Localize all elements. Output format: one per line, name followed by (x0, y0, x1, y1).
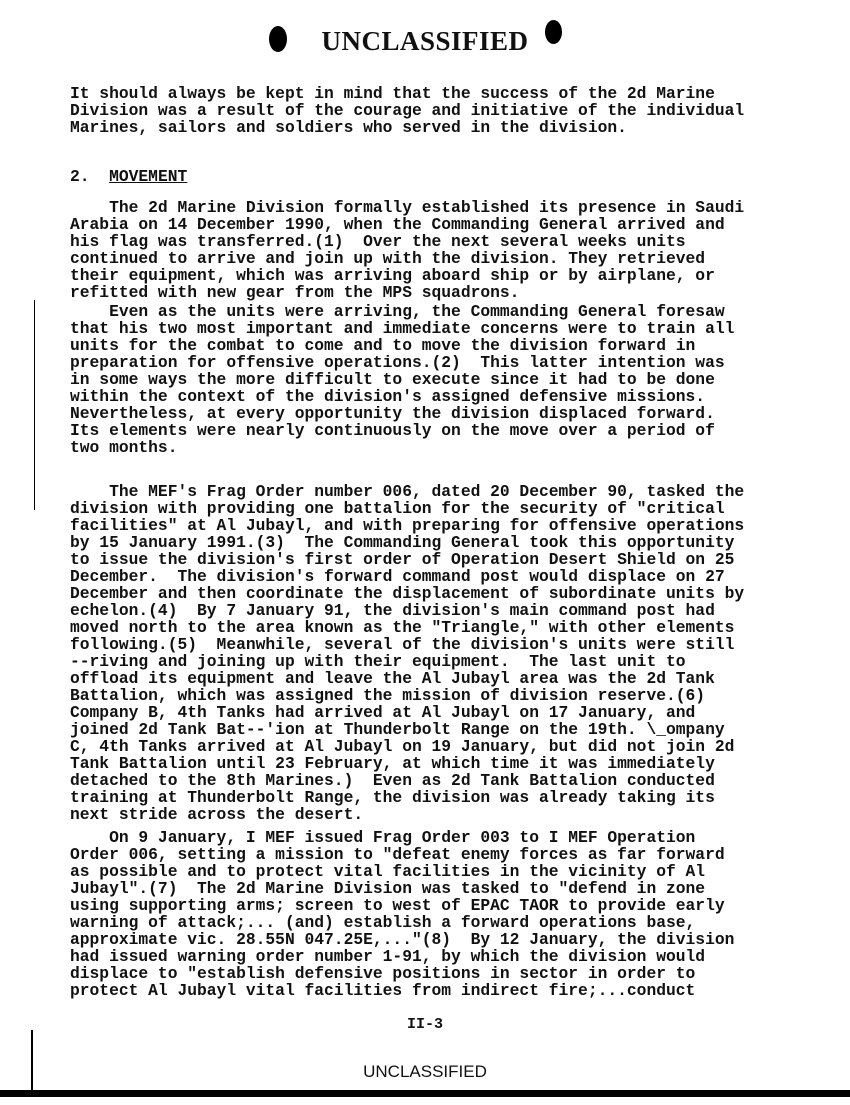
paragraph-4 (70, 829, 734, 999)
text-line: continued to arrive and join up with the division. They retrieved (70, 249, 706, 268)
text-line: displace to "establish defensive positions in sector in order to (70, 964, 696, 983)
section-number: 2. (70, 167, 90, 186)
header-classification: UNCLASSIFIED (321, 26, 529, 56)
text-line: approximate vic. 28.55N 047.25E,..."(8) By 12 January, the division (70, 930, 735, 949)
text-line: --riving and joining up with their equipment. The last unit to (70, 652, 686, 671)
text-line: Order 006, setting a mission to "defeat enemy forces as far forward (70, 845, 725, 864)
text-line: C, 4th Tanks arrived at Al Jubayl on 19 January, but did not join 2d (70, 737, 735, 756)
paragraph-2 (70, 303, 734, 456)
text-line: their equipment, which was arriving aboard ship or by airplane, or (70, 266, 715, 285)
text-line: joined 2d Tank Bat--'ion at Thunderbolt Range on the 19th. \_ompany (70, 720, 725, 739)
section-title: MOVEMENT (109, 167, 188, 186)
margin-mark (31, 1030, 33, 1092)
bottom-border (0, 1090, 850, 1097)
text-line: training at Thunderbolt Range, the division was already taking its (70, 788, 715, 807)
text-line: offload its equipment and leave the Al Jubayl area was the 2d Tank (70, 669, 715, 688)
footer-classification: UNCLASSIFIED (363, 1062, 487, 1081)
text-line: December and then coordinate the displacement of subordinate units by (70, 584, 745, 603)
text-line: facilities" at Al Jubayl, and with preparing for offensive operations (70, 516, 745, 535)
text-line: refitted with new gear from the MPS squadrons. (70, 283, 520, 302)
paragraph-1 (70, 199, 744, 301)
text-line: The 2d Marine Division formally established its presence in Saudi (70, 198, 745, 217)
text-line: Its elements were nearly continuously on the move over a period of (70, 421, 715, 440)
margin-mark (34, 300, 35, 510)
text-line: protect Al Jubayl vital facilities from indirect fire;...conduct (70, 981, 696, 1000)
text-line: December. The division's forward command post would displace on 27 (70, 567, 725, 586)
text-line: moved north to the area known as the "Triangle," with other elements (70, 618, 735, 637)
text-line: It should always be kept in mind that the success of the 2d Marine (70, 84, 715, 103)
section-heading (70, 167, 187, 186)
text-line: by 15 January 1991.(3) The Commanding General took this opportunity (70, 533, 735, 552)
text-line: next stride across the desert. (70, 805, 364, 824)
text-line: as possible and to protect vital facilities in the vicinity of Al (70, 862, 706, 881)
page-number: II-3 (406, 1016, 443, 1033)
text-line: using supporting arms; screen to west of EPAC TAOR to provide early (70, 896, 725, 915)
text-line: Tank Battalion until 23 February, at which time it was immediately (70, 754, 715, 773)
text-line: in some ways the more difficult to execute since it had to be done (70, 370, 715, 389)
text-line: following.(5) Meanwhile, several of the division's units were still (70, 635, 735, 654)
text-line: Even as the units were arriving, the Commanding General foresaw (70, 302, 725, 321)
text-line: Company B, 4th Tanks had arrived at Al Jubayl on 17 January, and (70, 703, 696, 722)
text-line: Marines, sailors and soldiers who served in the division. (70, 118, 627, 137)
text-line: his flag was transferred.(1) Over the next several weeks units (70, 232, 686, 251)
text-line: Jubayl".(7) The 2d Marine Division was tasked to "defend in zone (70, 879, 706, 898)
text-line: Nevertheless, at every opportunity the division displaced forward. (70, 404, 715, 423)
text-line: Arabia on 14 December 1990, when the Commanding General arrived and (70, 215, 725, 234)
text-line: within the context of the division's assigned defensive missions. (70, 387, 706, 406)
text-line: Division was a result of the courage and initiative of the individual (70, 101, 745, 120)
text-line: preparation for offensive operations.(2) This latter intention was (70, 353, 725, 372)
paragraph-3 (70, 483, 744, 823)
text-line: The MEF's Frag Order number 006, dated 20 December 90, tasked the (70, 482, 745, 501)
text-line: echelon.(4) By 7 January 91, the division's main command post had (70, 601, 715, 620)
intro-paragraph (70, 85, 744, 136)
text-line: detached to the 8th Marines.) Even as 2d Tank Battalion conducted (70, 771, 715, 790)
text-line: On 9 January, I MEF issued Frag Order 003 to I MEF Operation (70, 828, 696, 847)
text-line: to issue the division's first order of Operation Desert Shield on 25 (70, 550, 735, 569)
text-line: that his two most important and immediate concerns were to train all (70, 319, 735, 338)
text-line: warning of attack;... (and) establish a forward operations base, (70, 913, 696, 932)
text-line: had issued warning order number 1-91, by which the division would (70, 947, 706, 966)
text-line: two months. (70, 438, 178, 457)
text-line: units for the combat to come and to move the division forward in (70, 336, 696, 355)
text-line: Battalion, which was assigned the mission of division reserve.(6) (70, 686, 706, 705)
text-line: division with providing one battalion for the security of "critical (70, 499, 725, 518)
